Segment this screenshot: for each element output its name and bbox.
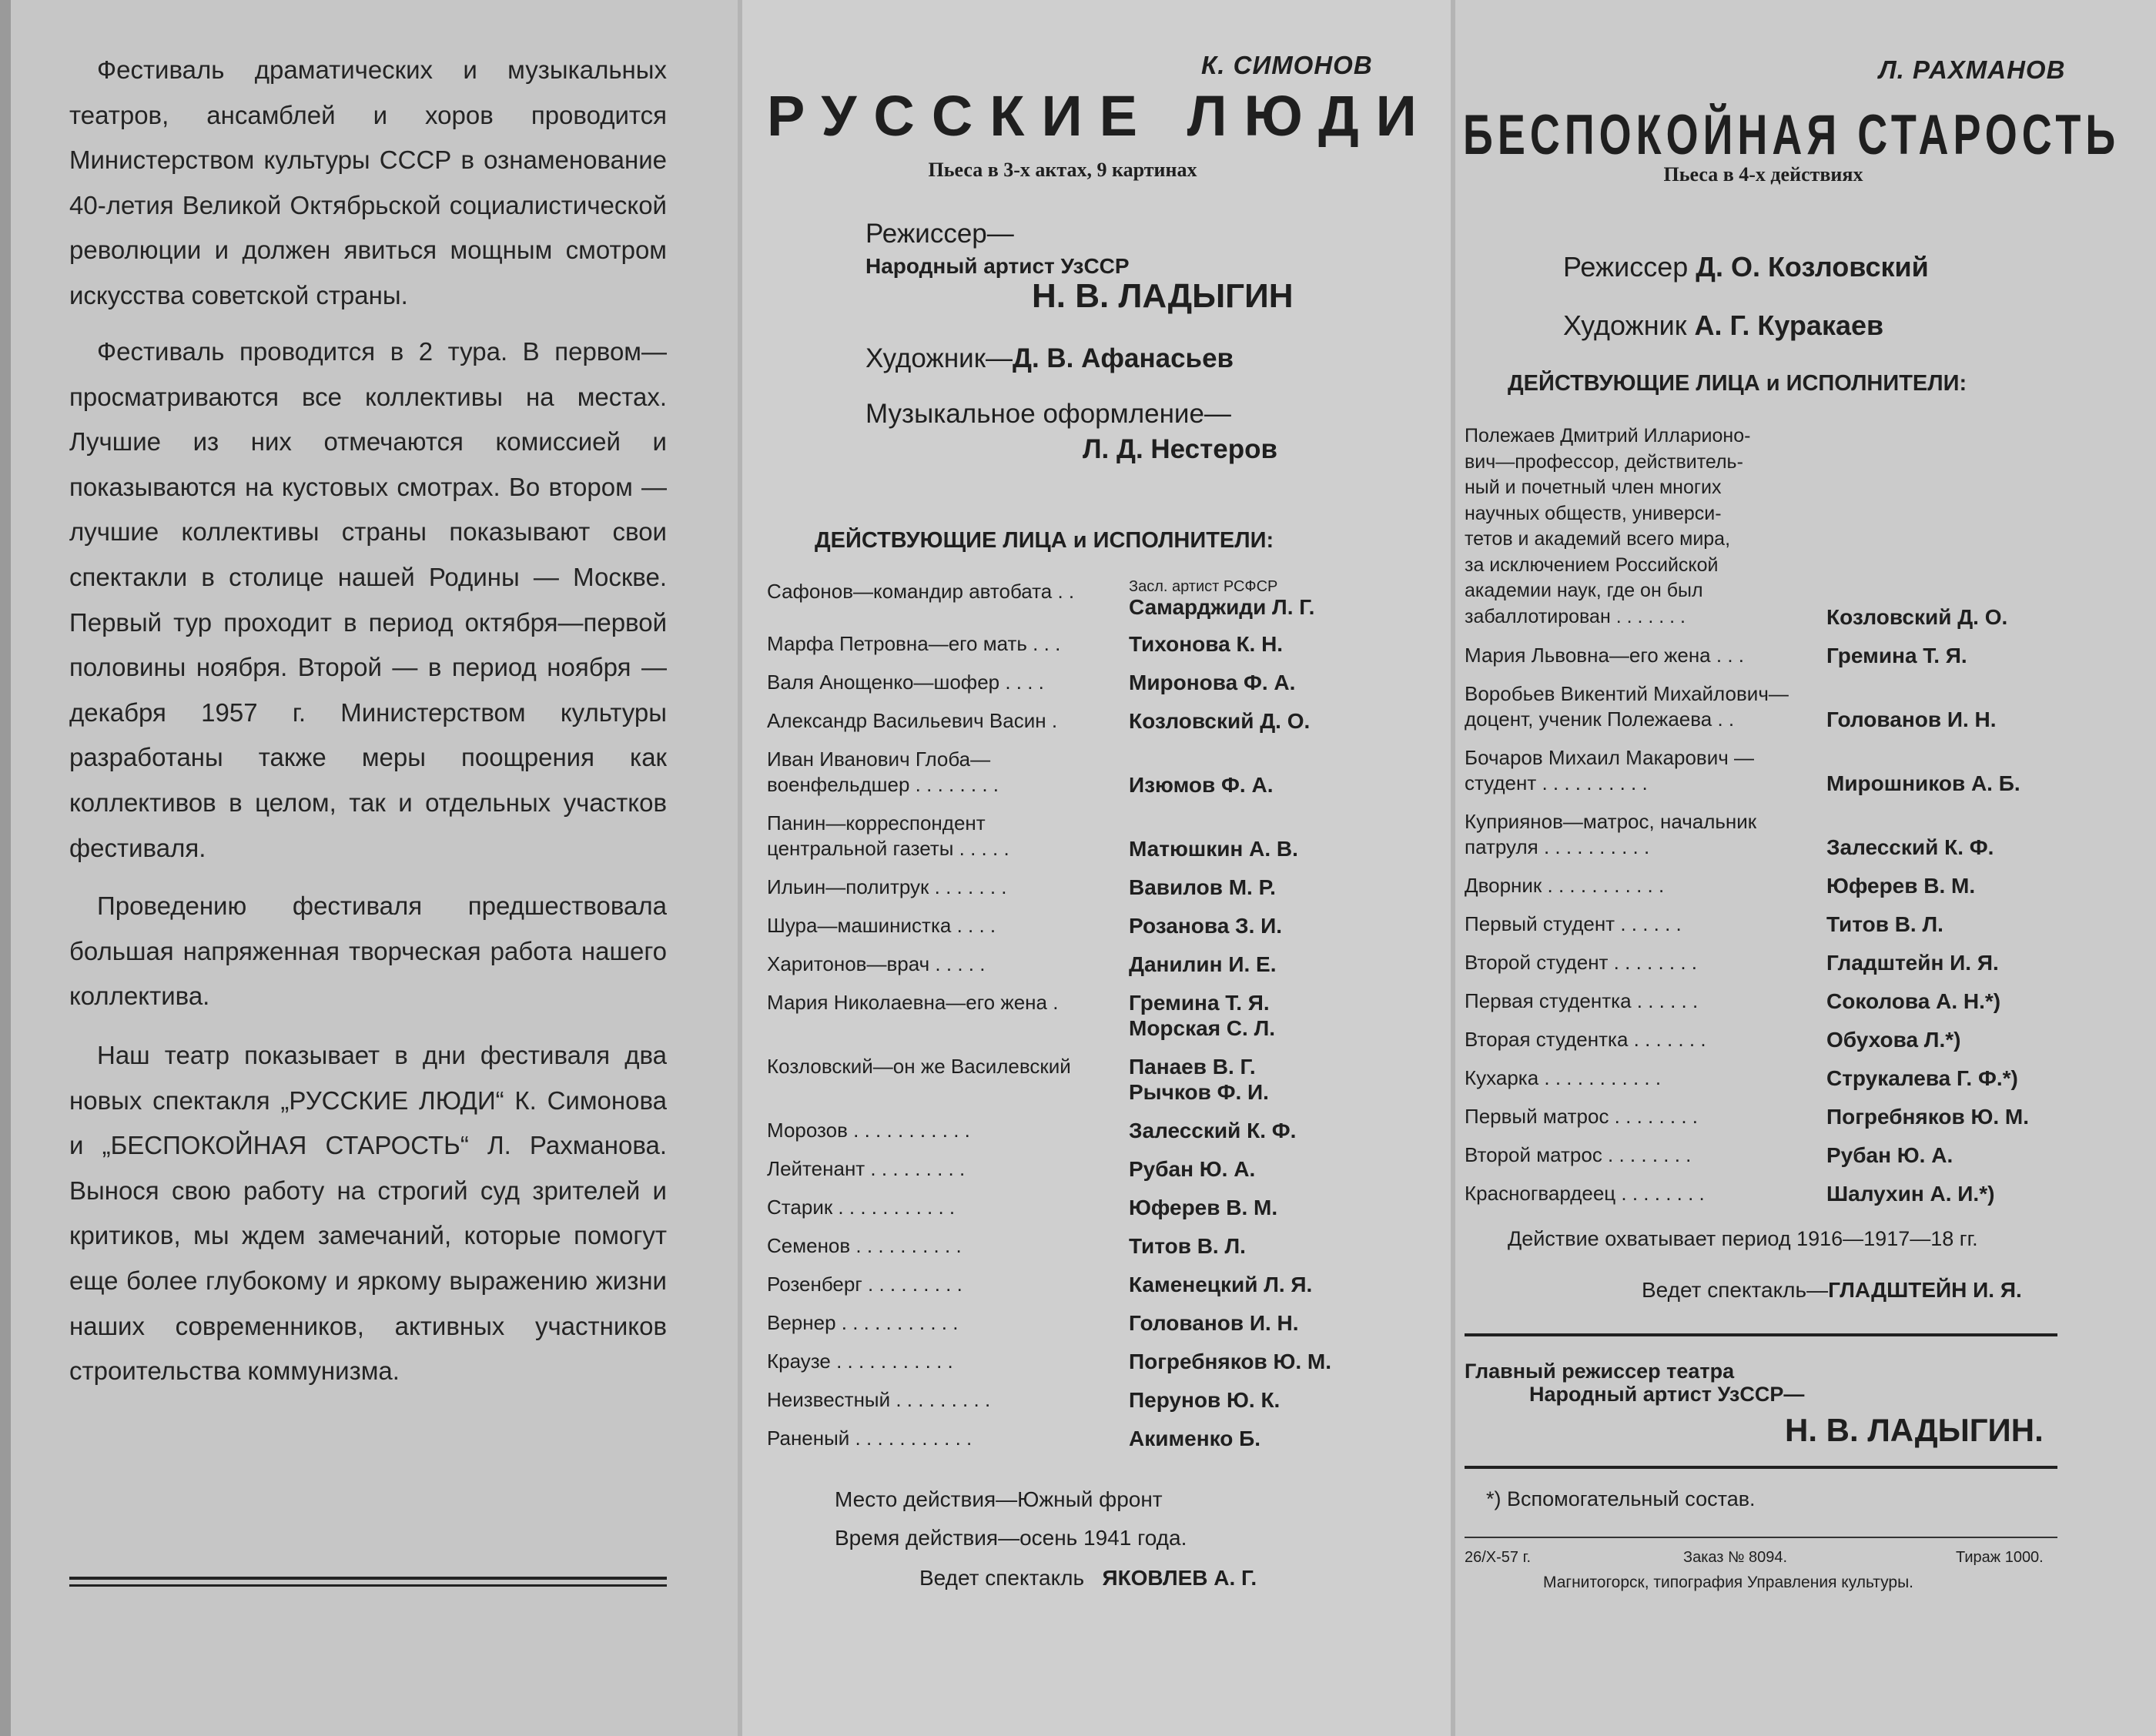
cast-note: Засл. артист РСФСР xyxy=(1129,578,1278,595)
cast-actor: Акименко Б. xyxy=(1129,1427,1261,1450)
intro-paragraph: Фестиваль проводится в 2 тура. В первом—просматриваются все коллективы на местах. Лучшие из них отмечаются комиссией и показываются на кустовых смотрах. Во втором — лучшие коллективы страны показывают свои спектакли в столице нашей Родины — Москве. Первый тур проходит в период октября—первой половины ноября. Второй — в период ноября — декабря 1957 г. Министерством культуры разработаны также меры поощрения как коллективов в целом, так и отдельных участков фестиваля. xyxy=(69,337,667,862)
cast-row xyxy=(767,1118,1375,1143)
cast-actor: Мирошников А. Б. xyxy=(1826,771,2020,795)
intro-paragraph: Проведению фестиваля предшествовала большая напряженная творческая работа нашего коллектива. xyxy=(69,891,667,1011)
cast-role: Лейтенант . . . . . . . . . xyxy=(767,1157,966,1180)
cast-actor: Матюшкин А. В. xyxy=(1129,837,1298,861)
cast-role: Панин—корреспондент центральной газеты . . . . . xyxy=(767,811,1009,860)
stage-manager xyxy=(1642,1278,2022,1303)
cast-role: Бочаров Михаил Макарович — студент . . . . . . . . . . xyxy=(1465,746,1755,794)
cast-actor: Самарджиди Л. Г. xyxy=(1129,595,1315,619)
print-date: 26/X-57 г. xyxy=(1465,1549,1532,1566)
cast-row xyxy=(1465,745,2073,796)
cast-role: Дворник . . . . . . . . . . . xyxy=(1465,874,1665,897)
cast-row xyxy=(767,913,1375,938)
cast-role: Второй студент . . . . . . . . xyxy=(1465,951,1698,974)
cast-row xyxy=(767,1426,1375,1451)
cast-row xyxy=(767,747,1375,798)
cast-role: Вернер . . . . . . . . . . . xyxy=(767,1311,959,1334)
cast-actor: Обухова Л.*) xyxy=(1826,1028,1961,1052)
cast-role: Харитонов—врач . . . . . xyxy=(767,952,986,975)
director-credit xyxy=(1563,251,1929,283)
artist-credit xyxy=(865,343,1234,374)
chief-director-name: Н. В. ЛАДЫГИН. xyxy=(1785,1412,2044,1448)
cast-role: Красногвардеец . . . . . . . . xyxy=(1465,1182,1705,1205)
cast-actor: Титов В. Л. xyxy=(1129,1234,1246,1258)
cast-row xyxy=(1465,681,2073,732)
director-label: Режиссер xyxy=(1563,251,1689,283)
cast-actor: Погребняков Ю. М. xyxy=(1826,1105,2030,1129)
director-name: Д. О. Козловский xyxy=(1696,251,1929,283)
cast-row xyxy=(1465,643,2073,668)
cast-role: Розенберг . . . . . . . . . xyxy=(767,1273,962,1296)
cast-row xyxy=(1465,1104,2073,1129)
cast-role: Полежаев Дмитрий Илларионо- вич—профессор, действитель- ный и почетный член многих научных обществ, универси- тетов и академий всего мира, за исключением Российской академии наук, где он был забаллотирован . . . . . . . xyxy=(1465,425,1751,627)
cast-actor: Гремина Т. Я. xyxy=(1826,644,1967,667)
cast-row xyxy=(1465,1181,2073,1206)
director-label: Режиссер— xyxy=(865,219,1014,249)
divider xyxy=(1465,1537,2057,1538)
artist-credit xyxy=(1563,309,1883,342)
fold-line xyxy=(1451,0,1455,1736)
cast-row xyxy=(767,579,1375,620)
cast-actor: Юферев В. М. xyxy=(1826,874,1976,898)
cast-row xyxy=(1465,423,2073,630)
cast-row xyxy=(767,1272,1375,1297)
cast-row xyxy=(767,1233,1375,1259)
cast-role: Кухарка . . . . . . . . . . . xyxy=(1465,1066,1662,1089)
cast-heading: ДЕЙСТВУЮЩИЕ ЛИЦА и ИСПОЛНИТЕЛИ: xyxy=(815,528,1274,553)
cast-actor: Соколова А. Н.*) xyxy=(1826,989,2001,1013)
cast-list xyxy=(767,579,1375,1451)
chief-director-title: Главный режиссер театра xyxy=(1465,1360,1735,1383)
director-title: Народный артист УзССР xyxy=(865,254,1130,278)
cast-role: Куприянов—матрос, начальник патруля . . . . . . . . . . xyxy=(1465,810,1757,858)
divider xyxy=(1465,1466,2057,1469)
play-author: Л. РАХМАНОВ xyxy=(1879,55,2066,84)
director-name: Н. В. ЛАДЫГИН xyxy=(1032,277,1294,315)
cast-actor: Козловский Д. О. xyxy=(1826,604,2008,629)
cast-heading: ДЕЙСТВУЮЩИЕ ЛИЦА и ИСПОЛНИТЕЛИ: xyxy=(1508,371,1967,396)
cast-row xyxy=(767,811,1375,861)
footnote: *) Вспомогательный состав. xyxy=(1486,1487,1756,1510)
cast-row xyxy=(1465,873,2073,898)
cast-actor: Гремина Т. Я. Морская С. Л. xyxy=(1129,991,1276,1040)
cast-actor: Данилин И. Е. xyxy=(1129,952,1277,976)
cast-role: Неизвестный . . . . . . . . . xyxy=(767,1388,991,1411)
action-period: Действие охватывает период 1916—1917—18 гг. xyxy=(1508,1227,1978,1250)
cast-actor: Изюмов Ф. А. xyxy=(1129,773,1274,797)
cast-row xyxy=(767,708,1375,734)
stage-manager-name: ГЛАДШТЕЙН И. Я. xyxy=(1828,1278,2022,1302)
cast-actor: Погребняков Ю. М. xyxy=(1129,1350,1332,1373)
cast-role: Мария Николаевна—его жена . xyxy=(767,991,1059,1014)
cast-row xyxy=(767,990,1375,1041)
cast-actor: Голованов И. Н. xyxy=(1826,707,1997,731)
artist-name: Д. В. Афанасьев xyxy=(1013,343,1234,373)
print-order: Заказ № 8094. xyxy=(1683,1549,1788,1566)
cast-role: Александр Васильевич Васин . xyxy=(767,709,1058,732)
cast-row xyxy=(1465,1142,2073,1168)
cast-actor-block xyxy=(1129,579,1314,620)
intro-paragraph: Фестиваль драматических и музыкальных театров, ансамблей и хоров проводится Министерством культуры СССР в ознаменование 40-летия Великой Октябрьской социалистической революции и должен явиться мощным смотром искусства советской страны. xyxy=(69,55,667,309)
play-subtitle: Пьеса в 3-х актах, 9 картинах xyxy=(928,159,1197,181)
cast-role: Раненый . . . . . . . . . . . xyxy=(767,1427,973,1450)
cast-actor: Панаев В. Г. Рычков Ф. И. xyxy=(1129,1055,1269,1104)
cast-row xyxy=(1465,1027,2073,1052)
cast-actor: Залесский К. Ф. xyxy=(1826,835,1994,859)
cast-row xyxy=(1465,1065,2073,1091)
cast-actor: Тихонова К. Н. xyxy=(1129,632,1284,656)
cast-role: Краузе . . . . . . . . . . . xyxy=(767,1350,953,1373)
cast-role: Первый студент . . . . . . xyxy=(1465,912,1682,935)
cast-role: Шура—машинистка . . . . xyxy=(767,914,996,937)
cast-row xyxy=(767,952,1375,977)
cast-actor: Каменецкий Л. Я. xyxy=(1129,1273,1313,1296)
play-title: БЕСПОКОЙНАЯ СТАРОСТЬ xyxy=(1463,104,2121,167)
cast-role: Воробьев Викентий Михайлович— доцент, ученик Полежаева . . xyxy=(1465,682,1789,731)
cast-actor: Козловский Д. О. xyxy=(1129,709,1311,733)
cast-role: Сафонов—командир автобата . . xyxy=(767,580,1075,603)
cast-role: Семенов . . . . . . . . . . xyxy=(767,1234,962,1257)
cast-actor: Титов В. Л. xyxy=(1826,912,1943,936)
cast-actor: Шалухин А. И.*) xyxy=(1826,1182,1995,1206)
cast-row xyxy=(1465,809,2073,860)
divider xyxy=(69,1577,667,1580)
play-title: РУССКИЕ ЛЮДИ xyxy=(767,84,1434,148)
cast-role: Козловский—он же Василевский xyxy=(767,1055,1071,1078)
cast-actor: Миронова Ф. А. xyxy=(1129,671,1296,694)
cast-actor: Рубан Ю. А. xyxy=(1826,1143,1953,1167)
cast-role: Морозов . . . . . . . . . . . xyxy=(767,1119,970,1142)
time-of-action: Время действия—осень 1941 года. xyxy=(835,1526,1187,1550)
cast-role: Валя Анощенко—шофер . . . . xyxy=(767,671,1044,694)
cast-actor: Розанова З. И. xyxy=(1129,914,1283,938)
play-subtitle: Пьеса в 4-х действиях xyxy=(1663,163,1863,186)
cast-role: Ильин—политрук . . . . . . . xyxy=(767,875,1007,898)
cast-role: Первая студентка . . . . . . xyxy=(1465,989,1699,1012)
cast-row xyxy=(767,875,1375,900)
stage-manager-label: Ведет спектакль— xyxy=(1642,1278,1829,1302)
artist-name: А. Г. Куракаев xyxy=(1694,309,1884,341)
cast-actor: Струкалева Г. Ф.*) xyxy=(1826,1066,2018,1090)
cast-role: Первый матрос . . . . . . . . xyxy=(1465,1105,1699,1128)
cast-actor: Гладштейн И. Я. xyxy=(1826,951,1999,975)
cast-row xyxy=(767,1054,1375,1105)
divider xyxy=(69,1584,667,1587)
play-author: К. СИМОНОВ xyxy=(1201,51,1373,79)
divider xyxy=(1465,1333,2057,1336)
music-name: Л. Д. Нестеров xyxy=(1083,434,1278,464)
stage-manager-label: Ведет спектакль xyxy=(919,1566,1085,1590)
cast-row xyxy=(767,1387,1375,1413)
cast-row xyxy=(767,631,1375,657)
music-label: Музыкальное оформление— xyxy=(865,399,1231,429)
intro-paragraph: Наш театр показывает в дни фестиваля два новых спектакля „РУССКИЕ ЛЮДИ“ К. Симонова и „БЕСПОКОЙНАЯ СТАРОСТЬ“ Л. Рахманова. Вынося свою работу на строгий суд зрителей и критиков, мы ждем замечаний, которые помогут еще более глубокому и яркому выражению жизни наших современников, активных участников строительства коммунизма. xyxy=(69,1041,667,1386)
page-edge xyxy=(0,0,11,1736)
cast-actor: Рубан Ю. А. xyxy=(1129,1157,1256,1181)
print-house: Магнитогорск, типография Управления культуры. xyxy=(1543,1574,1914,1591)
stage-manager xyxy=(919,1566,1257,1590)
artist-label: Художник— xyxy=(865,343,1013,373)
cast-role: Мария Львовна—его жена . . . xyxy=(1465,644,1744,667)
chief-director-subtitle: Народный артист УзССР— xyxy=(1529,1383,1805,1406)
place-of-action: Место действия—Южный фронт xyxy=(835,1487,1163,1511)
stage-manager-name: ЯКОВЛЕВ А. Г. xyxy=(1102,1566,1257,1590)
cast-actor: Залесский К. Ф. xyxy=(1129,1119,1297,1142)
cast-row xyxy=(1465,950,2073,975)
cast-actor: Вавилов М. Р. xyxy=(1129,875,1276,899)
artist-label: Художник xyxy=(1563,309,1687,341)
cast-role: Марфа Петровна—его мать . . . xyxy=(767,632,1061,655)
cast-role: Иван Иванович Глоба— военфельдшер . . . . . . . . xyxy=(767,748,999,796)
cast-role: Вторая студентка . . . . . . . xyxy=(1465,1028,1706,1051)
cast-row xyxy=(767,1310,1375,1336)
cast-actor: Перунов Ю. К. xyxy=(1129,1388,1281,1412)
cast-actor: Юферев В. М. xyxy=(1129,1196,1278,1219)
fold-line xyxy=(738,0,742,1736)
cast-list xyxy=(1465,423,2073,1206)
cast-row xyxy=(767,670,1375,695)
cast-row xyxy=(767,1156,1375,1182)
cast-row xyxy=(1465,911,2073,937)
cast-row xyxy=(1465,988,2073,1014)
print-run: Тираж 1000. xyxy=(1956,1549,2044,1566)
cast-role: Второй матрос . . . . . . . . xyxy=(1465,1143,1692,1166)
cast-actor: Голованов И. Н. xyxy=(1129,1311,1299,1335)
cast-role: Старик . . . . . . . . . . . xyxy=(767,1196,956,1219)
cast-row xyxy=(767,1349,1375,1374)
cast-row xyxy=(767,1195,1375,1220)
